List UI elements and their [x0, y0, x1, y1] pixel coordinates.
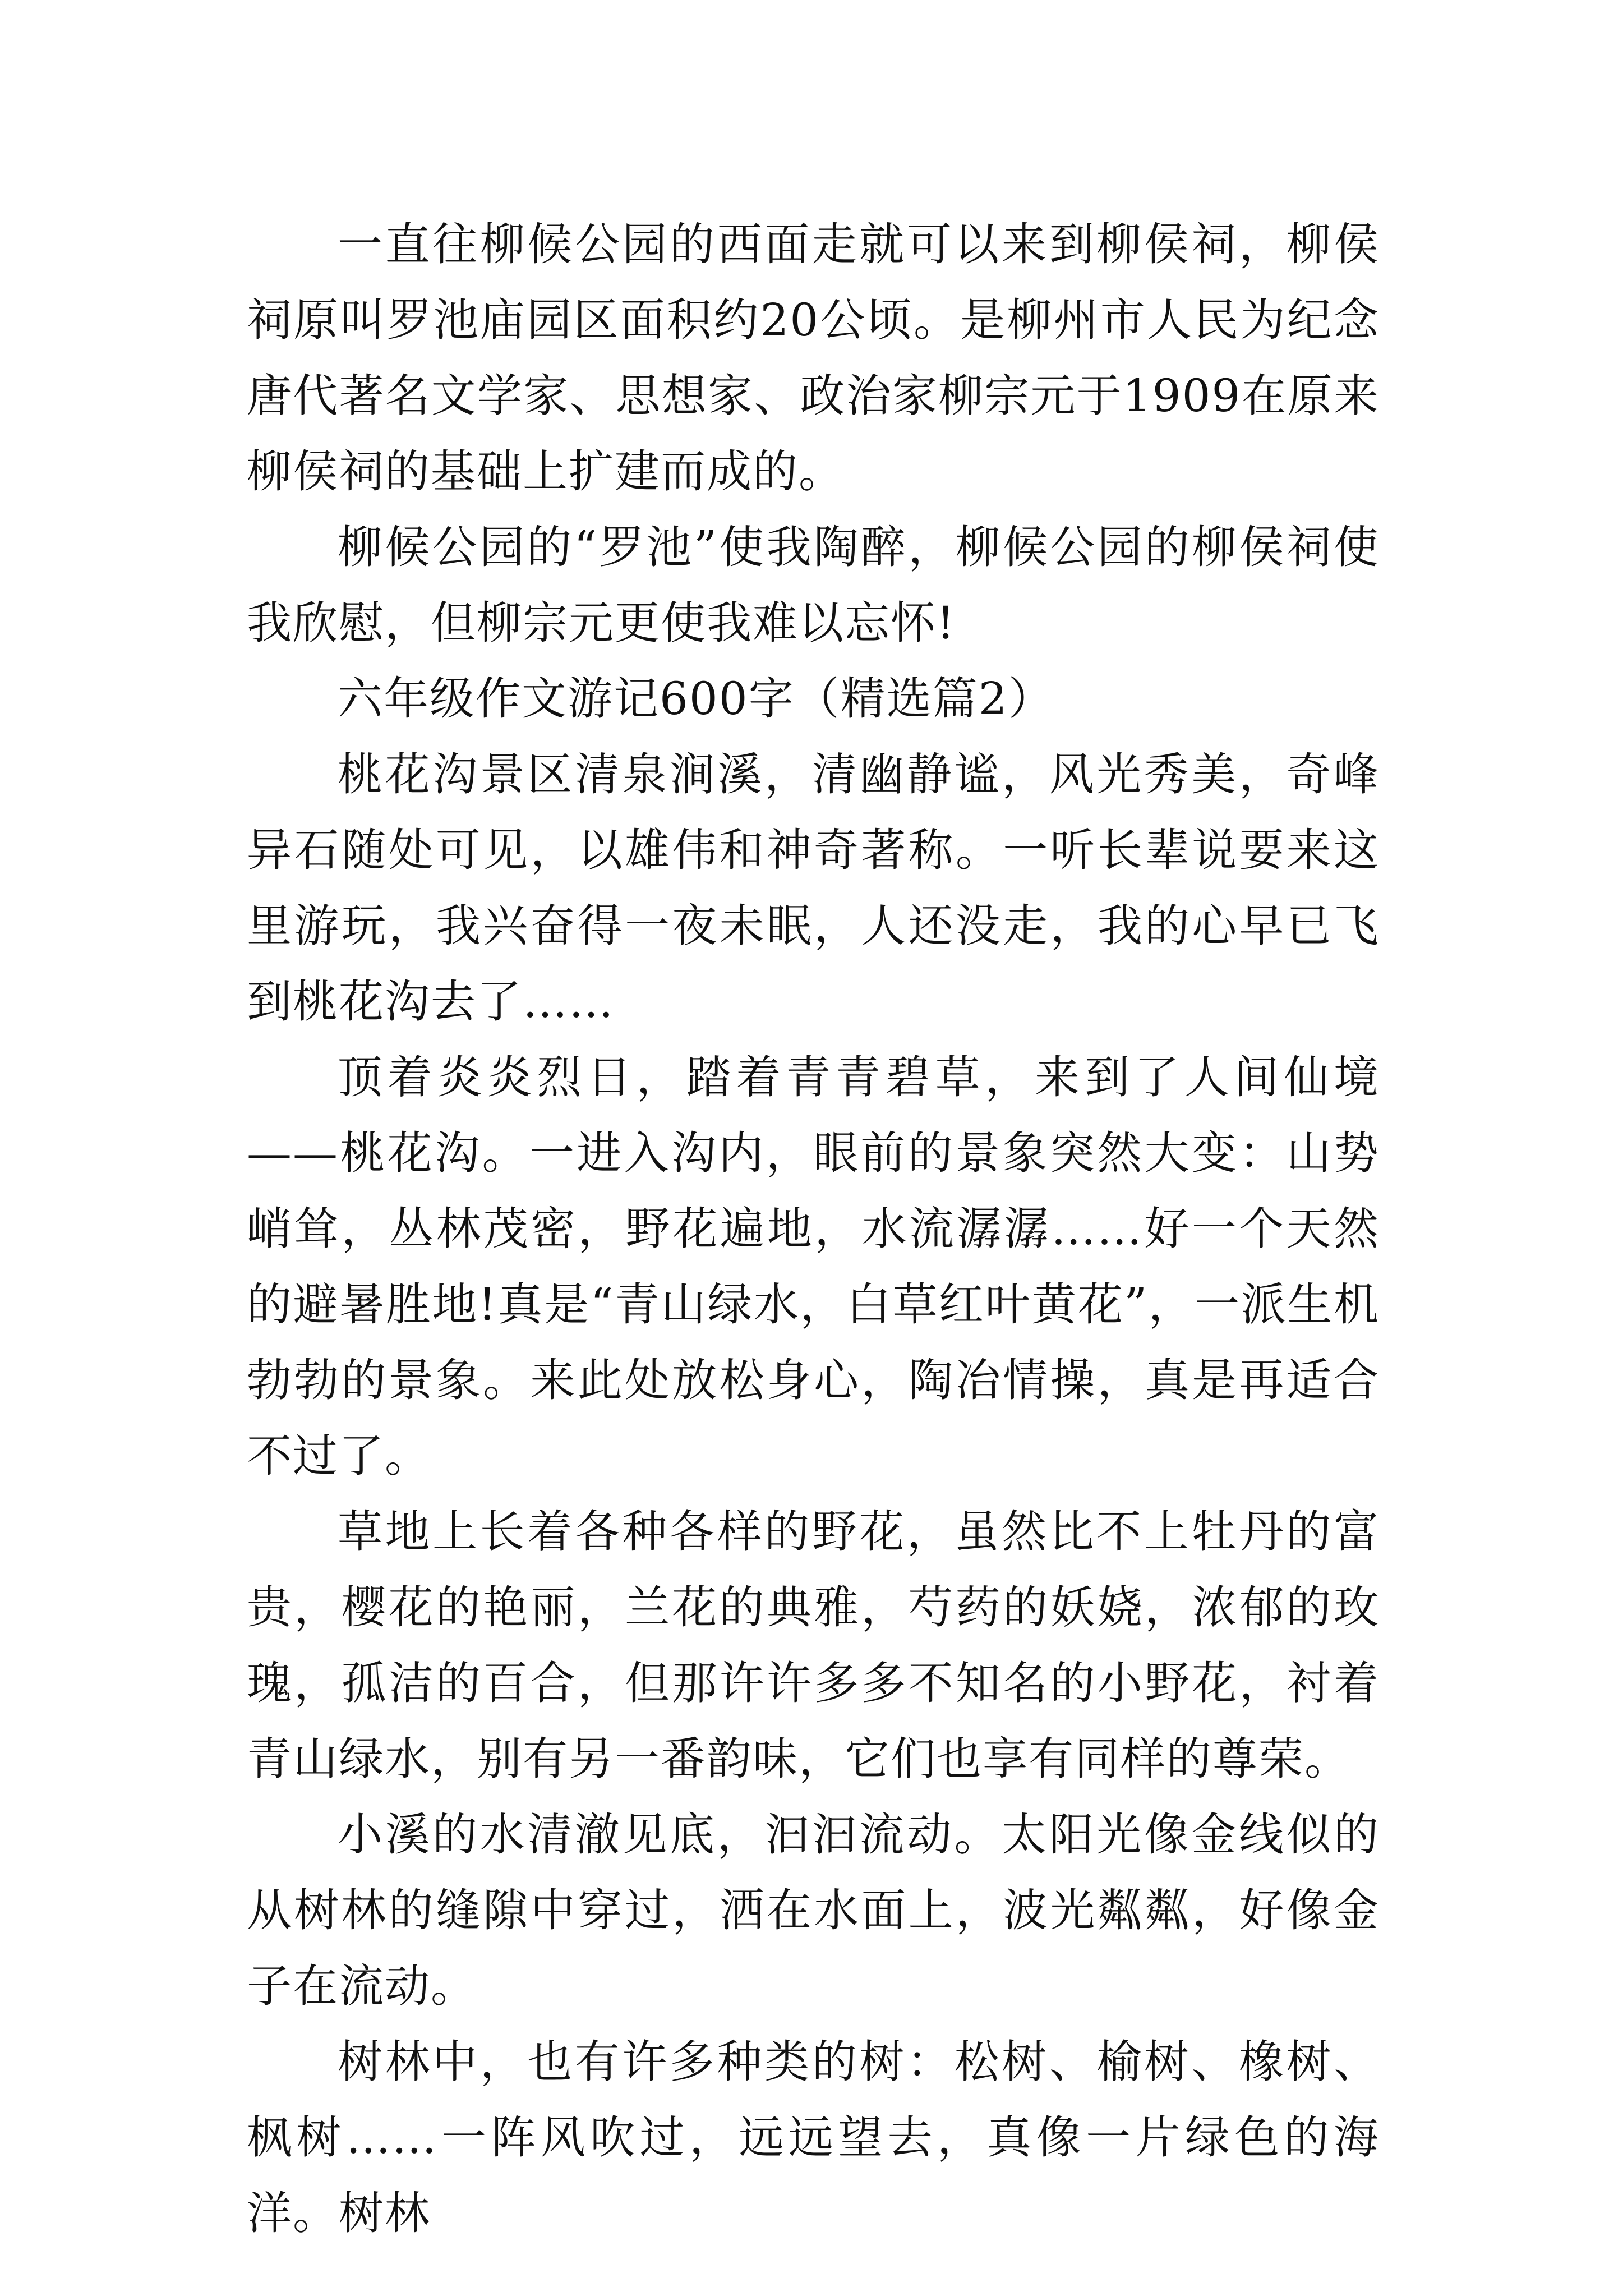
paragraph-stream: 小溪的水清澈见底，汩汩流动。太阳光像金线似的从树林的缝隙中穿过，洒在水面上，波光粼粼，好像金子在流动。: [247, 1809, 1380, 2012]
section-heading: 六年级作文游记600字（精选篇2）: [338, 673, 1054, 725]
paragraph-wildflowers: 草地上长着各种各样的野花，虽然比不上牡丹的富贵，樱花的艳丽，兰花的典雅，芍药的妖娆，浓郁的玫瑰，孤洁的百合，但那许许多多不知名的小野花，衬着青山绿水，别有另一番韵味，它们也享有同样的尊荣。: [247, 1506, 1380, 1785]
document-body: [247, 206, 1380, 2251]
paragraph-liuhou-shrine: 一直往柳候公园的西面走就可以来到柳侯祠，柳侯祠原叫罗池庙园区面积约20公顷。是柳州市人民为纪念唐代著名文学家、思想家、政治家柳宗元于1909在原来柳侯祠的基础上扩建而成的。: [247, 218, 1380, 498]
paragraph-arrival: 顶着炎炎烈日，踏着青青碧草，来到了人间仙境——桃花沟。一进入沟内，眼前的景象突然大变：山势峭耸，丛林茂密，野花遍地，水流潺潺……好一个天然的避暑胜地!真是“青山绿水，白草红叶黄花”，一派生机勃勃的景象。来此处放松身心，陶冶情操，真是再适合不过了。: [247, 1051, 1380, 1482]
paragraph-luochi: 柳候公园的“罗池”使我陶醉，柳候公园的柳侯祠使我欣慰，但柳宗元更使我难以忘怀!: [247, 521, 1380, 649]
paragraph-taohuagou-intro: 桃花沟景区清泉涧溪，清幽静谧，风光秀美，奇峰异石随处可见，以雄伟和神奇著称。一听长辈说要来这里游玩，我兴奋得一夜未眠，人还没走，我的心早已飞到桃花沟去了……: [247, 748, 1380, 1028]
paragraph-trees: 树林中，也有许多种类的树：松树、榆树、橡树、枫树……一阵风吹过，远远望去，真像一片绿色的海洋。树林: [247, 2036, 1380, 2239]
